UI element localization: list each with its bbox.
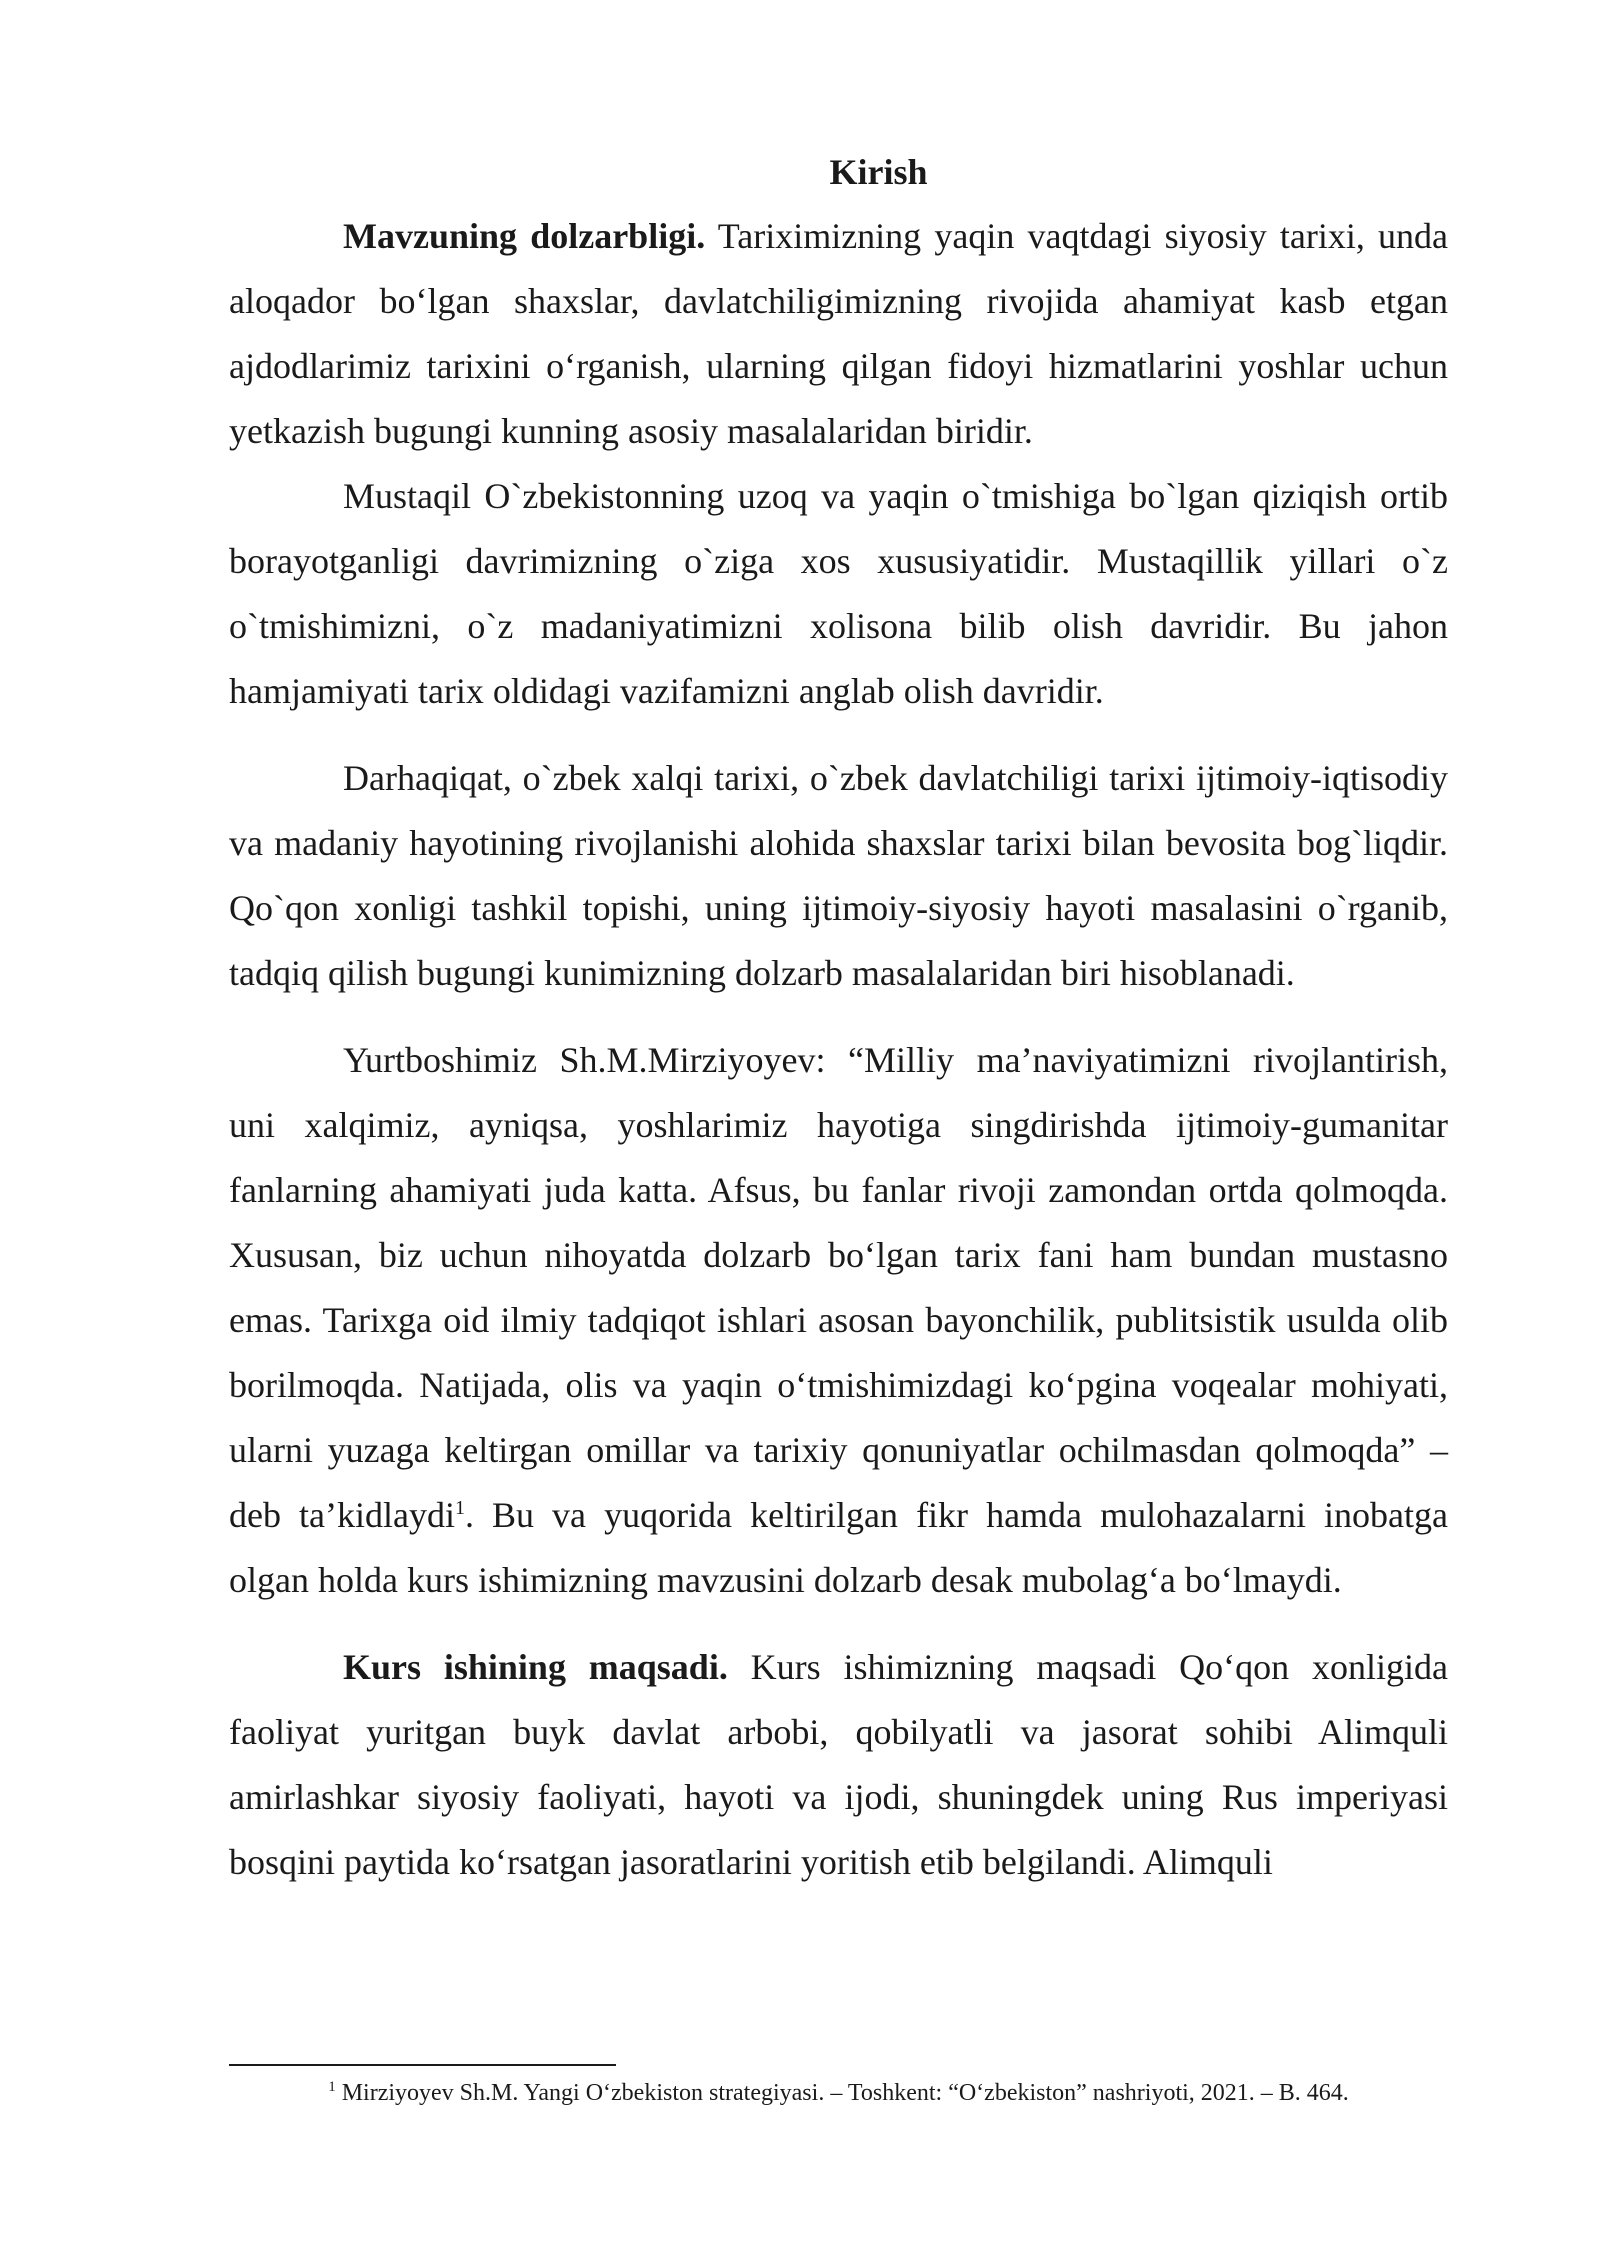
relevance-text: Tariximizning yaqin vaqtdagi siyosiy tarixi, unda aloqador bo‘lgan shaxslar, davlatchiligimizning rivojida ahamiyat kasb etgan ajdodlarimiz tarixini o‘rganish, ularning qilgan fidoyi hizmatlarini yoshlar uchun yetkazish bugungi kunning asosiy masalalaridan biridir.	[229, 216, 1449, 451]
independence-paragraph: Mustaqil O`zbekistonning uzoq va yaqin o`tmishiga bo`lgan qiziqish ortib borayotganligi davrimizning o`ziga xos xususiyatidir. Mustaqillik yillari o`z o`tmishimizni, o`z madaniyatimizni xolisona bilib olish davridir. Bu jahon hamjamiyati tarix oldidagi vazifamizni anglab olish davridir.	[229, 476, 1448, 711]
goal-heading: Kurs ishining maqsadi.	[343, 1647, 728, 1687]
relevance-paragraph	[229, 204, 1448, 464]
quote-text: Yurtboshimiz Sh.M.Mirziyoyev: “Milliy ma’naviyatimizni rivojlantirish, uni xalqimiz, ayniqsa, yoshlarimiz hayotiga singdirishda ijtimoiy-gumanitar fanlarning ahamiyati juda katta. Afsus, bu fanlar rivoji zamondan ortda qolmoqda. Xususan, biz uchun nihoyatda dolzarb bo‘lgan tarix fani ham bundan mustasno emas. Tarixga oid ilmiy tadqiqot ishlari asosan bayonchilik, publitsistik usulda olib borilmoqda. Natijada, olis va yaqin o‘tmishimizdagi ko‘pgina voqealar mohiyati, ularni yuzaga keltirgan omillar va tarixiy qonuniyatlar ochilmasdan qolmoqda” – deb ta’kidlaydi	[229, 1040, 1448, 1535]
history-paragraph: Darhaqiqat, o`zbek xalqi tarixi, o`zbek davlatchiligi tarixi ijtimoiy-iqtisodiy va madaniy hayotining rivojlanishi alohida shaxslar tarixi bilan bevosita bog`liqdir. Qo`qon xonligi tashkil topishi, uning ijtimoiy-siyosiy hayoti masalasini o`rganib, tadqiq qilish bugungi kunimizning dolzarb masalalaridan biri hisoblanadi.	[229, 758, 1448, 993]
footnote-separator	[229, 2064, 616, 2066]
footnote-text: Mirziyoyev Sh.M. Yangi O‘zbekiston strategiyasi. – Toshkent: “O‘zbekiston” nashriyoti, 2021. – B. 464.	[335, 2080, 1349, 2106]
footnote	[229, 2076, 1448, 2110]
quote-paragraph	[229, 1028, 1448, 1613]
footnote-reference[interactable]: 1	[454, 1497, 465, 1519]
relevance-heading: Mavzuning dolzarbligi.	[343, 216, 706, 256]
footnote-number: 1	[328, 2079, 336, 2095]
document-page	[229, 140, 1448, 1895]
goal-text: Kurs ishimizning maqsadi Qo‘qon xonligida faoliyat yuritgan buyk davlat arbobi, qobilyatli va jasorat sohibi Alimquli amirlashkar siyosiy faoliyati, hayoti va ijodi, shuningdek uning Rus imperiyasi bosqini paytida ko‘rsatgan jasoratlarini yoritish etib belgilandi. Alimquli	[229, 1647, 1448, 1882]
page-title: Kirish	[829, 152, 928, 192]
goal-paragraph	[229, 1635, 1448, 1895]
quote-conclusion: . Bu va yuqorida keltirilgan fikr hamda mulohazalarni inobatga olgan holda kurs ishimizning mavzusini dolzarb desak mubolag‘a bo‘lmaydi.	[229, 1495, 1448, 1600]
